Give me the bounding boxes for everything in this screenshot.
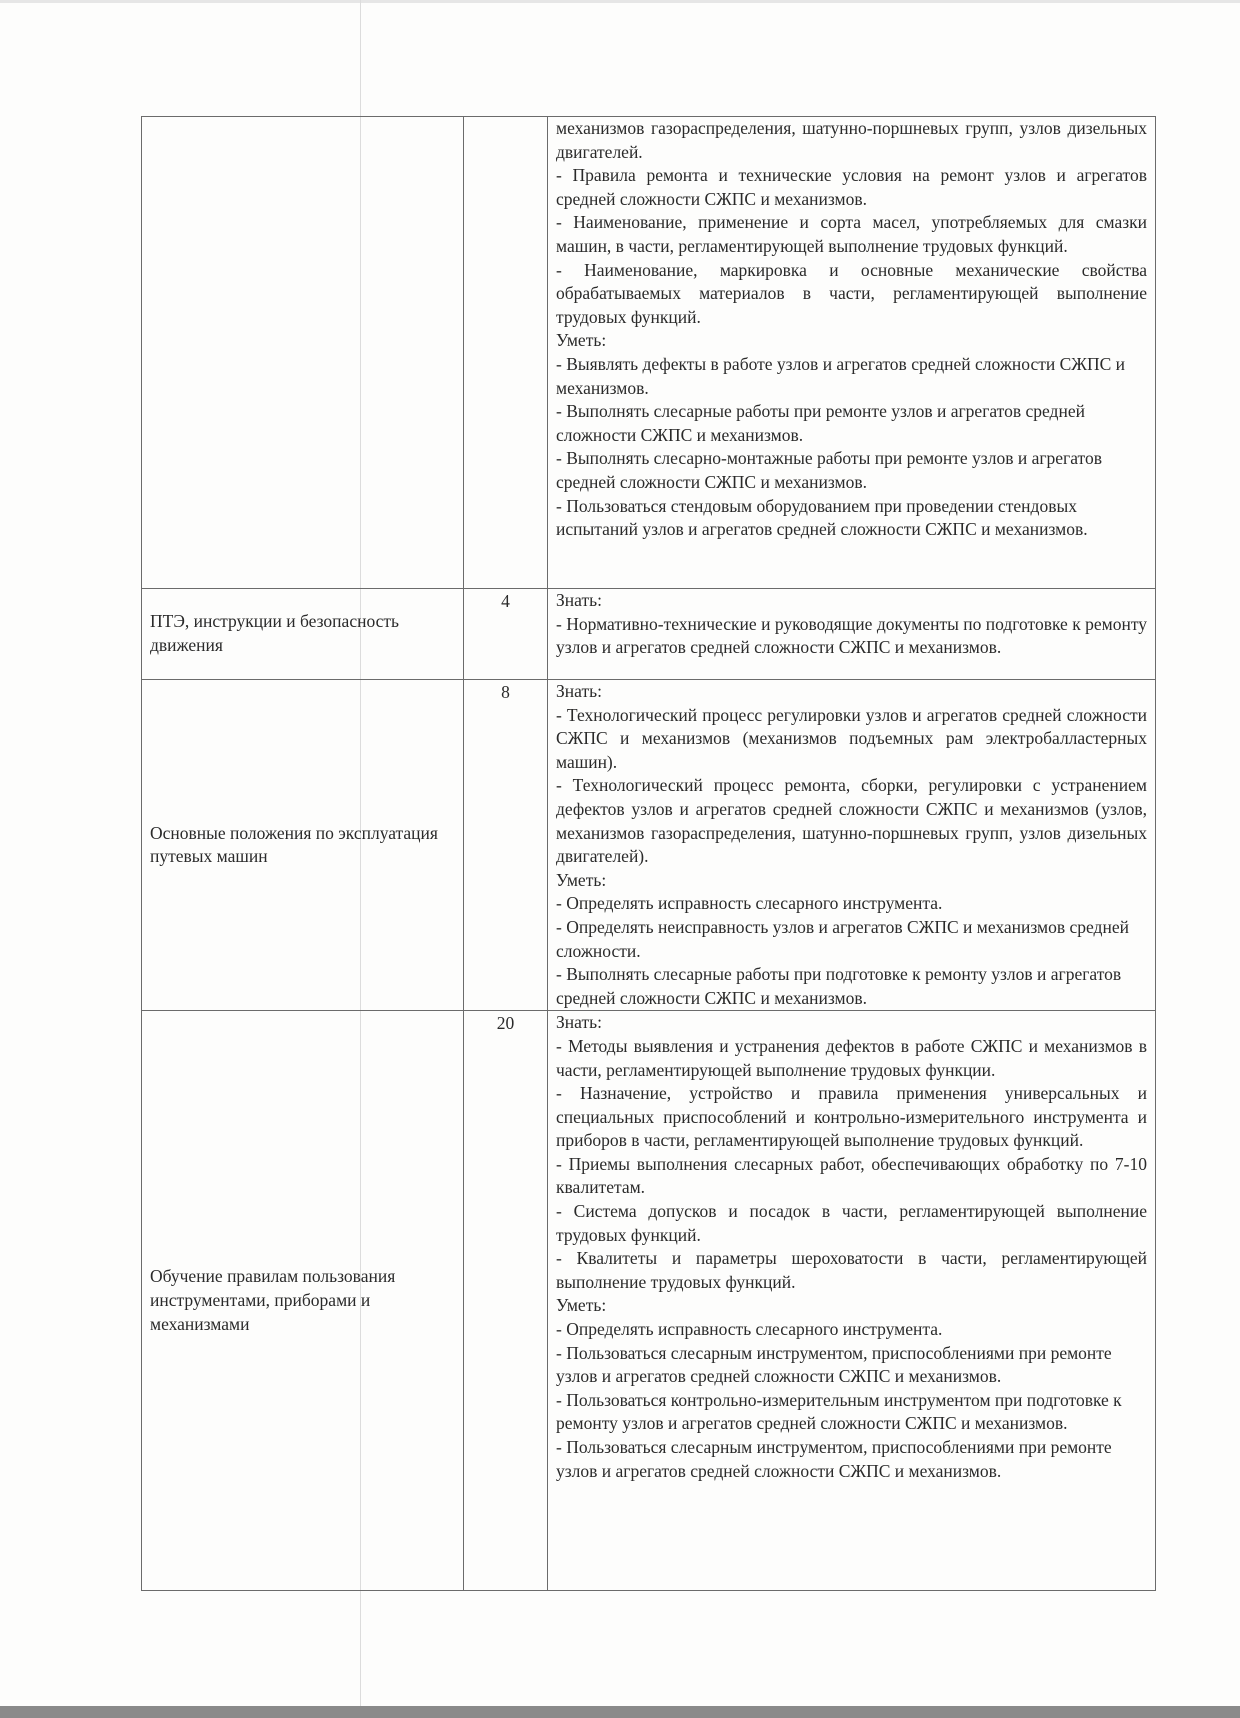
scan-bottom-edge — [0, 1706, 1240, 1718]
hours-cell: 4 — [464, 589, 548, 680]
skill-item: - Определять исправность слесарного инструмента. — [556, 893, 943, 914]
content-cell — [548, 589, 1156, 680]
skill-item: - Определять неисправность узлов и агрегатов СЖПС и механизмов средней сложности. — [556, 916, 1129, 961]
know-heading: Знать: — [556, 590, 602, 610]
table-row — [142, 117, 1156, 589]
skill-item: - Пользоваться слесарным инструментом, приспособлениями при ремонте узлов и агрегатов средней сложности СЖПС и механизмов. — [556, 1342, 1112, 1387]
skill-item: - Пользоваться слесарным инструментом, приспособлениями при ремонте узлов и агрегатов средней сложности СЖПС и механизмов. — [556, 1437, 1112, 1481]
skill-item: - Выявлять дефекты в работе узлов и агрегатов средней сложности СЖПС и механизмов. — [556, 353, 1126, 398]
know-item: - Назначение, устройство и правила применения универсальных и специальных приспособлений и контрольно-измерительного инструмента и приборов в части, регламентирующей выполнение трудовых функций. — [556, 1083, 1147, 1151]
table-row — [142, 589, 1156, 680]
table-row — [142, 680, 1156, 1011]
know-item: - Приемы выполнения слесарных работ, обеспечивающих обработку по 7-10 квалитетам. — [556, 1153, 1147, 1198]
skill-item: - Выполнять слесарно-монтажные работы при ремонте узлов и агрегатов средней сложности СЖПС и механизмов. — [556, 448, 1102, 492]
skill-item: - Определять исправность слесарного инструмента. — [556, 1319, 943, 1340]
skill-item: - Выполнять слесарные работы при ремонте узлов и агрегатов средней сложности СЖПС и механизмов. — [556, 401, 1085, 445]
know-item: механизмов газораспределения, шатунно-поршневых групп, узлов дизельных двигателей. — [556, 118, 1147, 162]
know-item: - Технологический процесс ремонта, сборки, регулировки с устранением дефектов узлов и агрегатов средней сложности СЖПС и механизмов (узлов, механизмов газораспределения, шатунно-поршневых групп, узлов дизельных двигателей). — [556, 775, 1147, 867]
know-heading: Знать: — [556, 1012, 602, 1033]
know-item: - Наименование, маркировка и основные механические свойства обрабатываемых материалов в части, регламентирующей выполнение трудовых функций. — [556, 259, 1147, 327]
know-heading: Знать: — [556, 681, 602, 701]
skill-item: - Выполнять слесарные работы при подготовке к ремонту узлов и агрегатов средней сложности СЖПС и механизмов. — [556, 964, 1122, 1008]
know-item: - Методы выявления и устранения дефектов в работе СЖПС и механизмов в части, регламентирующей выполнение трудовых функции. — [556, 1035, 1147, 1080]
topic-cell: ПТЭ, инструкции и безопасность движения — [142, 589, 464, 680]
know-item: - Система допусков и посадок в части, регламентирующей выполнение трудовых функций. — [556, 1201, 1147, 1245]
hours-cell: 8 — [464, 680, 548, 1011]
content-cell — [548, 1011, 1156, 1591]
content-cell — [548, 117, 1156, 589]
skills-heading: Уметь: — [556, 1295, 607, 1316]
topic-cell — [142, 117, 464, 589]
hours-cell — [464, 117, 548, 589]
table-row — [142, 1011, 1156, 1591]
know-item: - Квалитеты и параметры шероховатости в части, регламентирующей выполнение трудовых функций. — [556, 1248, 1147, 1292]
skill-item: - Пользоваться контрольно-измерительным инструментом при подготовке к ремонту узлов и агрегатов средней сложности СЖПС и механизмов. — [556, 1389, 1122, 1434]
know-item: - Нормативно-технические и руководящие документы по подготовке к ремонту узлов и агрегатов средней сложности СЖПС и механизмов. — [556, 613, 1147, 658]
know-item: - Технологический процесс регулировки узлов и агрегатов средней сложности СЖПС и механизмов (механизмов подъемных рам электробалластерных машин). — [556, 704, 1147, 772]
topic-cell: Основные положения по эксплуатация путевых машин — [142, 680, 464, 1011]
topic-cell: Обучение правилам пользования инструментами, приборами и механизмами — [142, 1011, 464, 1591]
scan-top-edge — [0, 0, 1240, 3]
know-item: - Правила ремонта и технические условия на ремонт узлов и агрегатов средней сложности СЖПС и механизмов. — [556, 165, 1147, 209]
know-item: - Наименование, применение и сорта масел, употребляемых для смазки машин, в части, регламентирующей выполнение трудовых функций. — [556, 212, 1147, 256]
skill-item: - Пользоваться стендовым оборудованием при проведении стендовых испытаний узлов и агрегатов средней сложности СЖПС и механизмов. — [556, 495, 1088, 540]
content-cell — [548, 680, 1156, 1011]
skills-heading: Уметь: — [556, 869, 607, 890]
curriculum-table — [141, 116, 1156, 1591]
hours-cell: 20 — [464, 1011, 548, 1591]
skills-heading: Уметь: — [556, 330, 607, 351]
